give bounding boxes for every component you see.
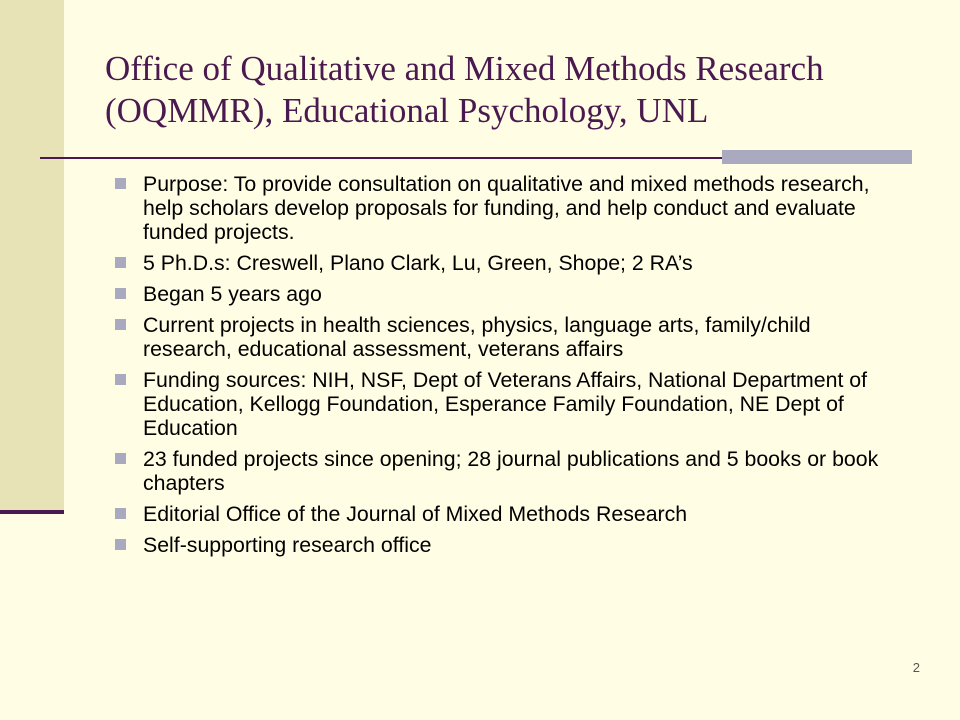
list-item — [115, 533, 905, 557]
slide-title: Office of Qualitative and Mixed Methods Research (OQMMR), Educational Psychology, UNL — [105, 49, 824, 130]
square-bullet-icon — [115, 508, 126, 519]
square-bullet-icon — [115, 539, 126, 550]
title-accent-bar-lower — [722, 158, 912, 164]
title-accent-bar — [722, 150, 912, 158]
list-item — [115, 502, 905, 526]
slide-number: 2 — [912, 660, 920, 675]
bullet-text: 5 Ph.D.s: Creswell, Plano Clark, Lu, Green, Shope; 2 RA’s — [143, 251, 693, 275]
bullet-list — [115, 172, 905, 564]
square-bullet-icon — [115, 288, 126, 299]
bullet-text: Began 5 years ago — [143, 282, 322, 306]
list-item — [115, 447, 905, 495]
square-bullet-icon — [115, 319, 126, 330]
left-band-underline — [0, 510, 64, 514]
square-bullet-icon — [115, 374, 126, 385]
list-item — [115, 313, 905, 361]
bullet-text: Editorial Office of the Journal of Mixed Methods Research — [143, 502, 688, 526]
square-bullet-icon — [115, 257, 126, 268]
bullet-text: Funding sources: NIH, NSF, Dept of Veterans Affairs, National Department of Education, Kellogg Foundation, Esperance Family Foundation, NE Dept of Education — [143, 368, 868, 440]
square-bullet-icon — [115, 178, 126, 189]
bullet-text: 23 funded projects since opening; 28 journal publications and 5 books or book chapters — [143, 447, 879, 495]
list-item — [115, 172, 905, 244]
list-item — [115, 251, 905, 275]
list-item — [115, 282, 905, 306]
left-decorative-band — [0, 0, 64, 512]
bullet-text: Purpose: To provide consultation on qualitative and mixed methods research, help scholars develop proposals for funding, and help conduct and evaluate funded projects. — [143, 172, 870, 244]
square-bullet-icon — [115, 453, 126, 464]
bullet-text: Current projects in health sciences, physics, language arts, family/child research, educational assessment, veterans affairs — [143, 313, 811, 361]
bullet-text: Self-supporting research office — [143, 533, 432, 557]
list-item — [115, 368, 905, 440]
